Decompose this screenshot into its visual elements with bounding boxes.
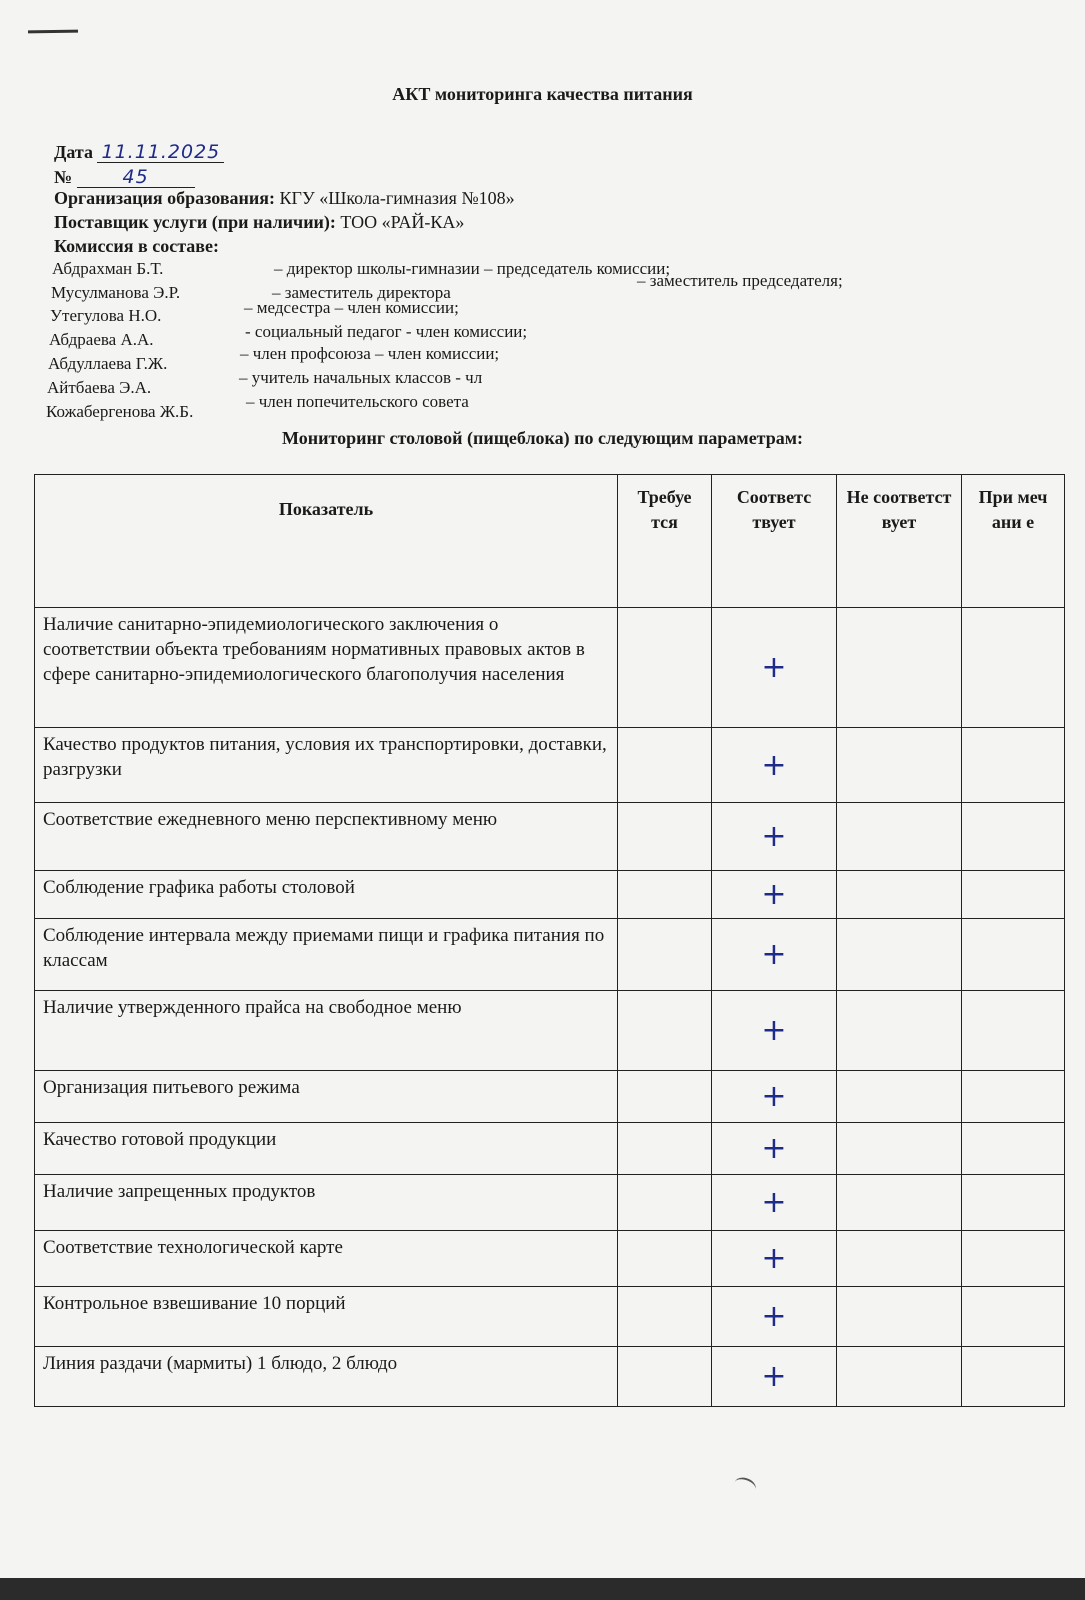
- complies-mark: +: [712, 1231, 837, 1287]
- document-title: АКТ мониторинга качества питания: [392, 84, 693, 104]
- not-complies-cell: [837, 1231, 962, 1287]
- commission-member: [47, 368, 483, 398]
- indicator-cell: Качество продуктов питания, условия их транспортировки, доставки, разгрузки: [35, 728, 618, 803]
- required-cell: [618, 991, 712, 1071]
- not-complies-cell: [837, 1287, 962, 1347]
- indicator-cell: Соблюдение интервала между приемами пищи и графика питания по классам: [35, 919, 618, 991]
- header-not-complies: Не соответст вует: [837, 475, 962, 608]
- member-name: Утегулова Н.О.: [50, 306, 162, 325]
- indicator-cell: Контрольное взвешивание 10 порций: [35, 1287, 618, 1347]
- note-cell: [962, 1287, 1065, 1347]
- supplier-label: Поставщик услуги (при наличии):: [54, 212, 336, 232]
- not-complies-cell: [837, 1071, 962, 1123]
- note-cell: [962, 919, 1065, 991]
- table-row: [35, 1175, 1065, 1231]
- not-complies-cell: [837, 1347, 962, 1407]
- note-cell: [962, 728, 1065, 803]
- indicator-cell: Соблюдение графика работы столовой: [35, 871, 618, 919]
- complies-mark: +: [712, 728, 837, 803]
- complies-mark: +: [712, 1123, 837, 1175]
- indicator-cell: Наличие утвержденного прайса на свободное меню: [35, 991, 618, 1071]
- required-cell: [618, 1287, 712, 1347]
- table-row: [35, 1071, 1065, 1123]
- complies-mark: +: [712, 1071, 837, 1123]
- commission-member: [50, 298, 459, 326]
- table-row: [35, 1347, 1065, 1407]
- not-complies-cell: [837, 803, 962, 871]
- note-cell: [962, 1347, 1065, 1407]
- pen-stroke-mark: [28, 30, 78, 34]
- number-label: №: [54, 167, 73, 187]
- commission-member: [46, 392, 469, 422]
- member-role: – учитель начальных классов - чл: [239, 368, 483, 387]
- supplier-value: ТОО «РАЙ-КА»: [340, 212, 465, 232]
- commission-member: [48, 344, 500, 374]
- indicator-cell: Соответствие технологической карте: [35, 1231, 618, 1287]
- required-cell: [618, 1231, 712, 1287]
- member-name: Абдраева А.А.: [49, 330, 154, 349]
- member-name: Мусулманова Э.Р.: [51, 283, 181, 302]
- member-name: Абдуллаева Г.Ж.: [48, 354, 168, 373]
- note-cell: [962, 871, 1065, 919]
- not-complies-cell: [837, 919, 962, 991]
- not-complies-cell: [837, 991, 962, 1071]
- required-cell: [618, 1175, 712, 1231]
- note-cell: [962, 1231, 1065, 1287]
- header-indicator: Показатель: [35, 475, 618, 608]
- member-role: – член попечительского совета: [246, 392, 469, 411]
- complies-mark: +: [712, 1287, 837, 1347]
- required-cell: [618, 1071, 712, 1123]
- complies-mark: +: [712, 608, 837, 728]
- indicator-cell: Соответствие ежедневного меню перспективному меню: [35, 803, 618, 871]
- header-complies: Соответс твует: [712, 475, 837, 608]
- complies-mark: +: [712, 1175, 837, 1231]
- pen-stroke-mark: [732, 1475, 758, 1498]
- note-cell: [962, 1175, 1065, 1231]
- member-role: – член профсоюза – член комиссии;: [240, 344, 500, 363]
- background-edge: [0, 1578, 1085, 1600]
- indicator-cell: Организация питьевого режима: [35, 1071, 618, 1123]
- member-role-extra: – заместитель председателя;: [637, 271, 843, 290]
- required-cell: [618, 608, 712, 728]
- not-complies-cell: [837, 1175, 962, 1231]
- number-value: 45: [77, 167, 195, 188]
- member-name: Абдрахман Б.Т.: [52, 259, 164, 278]
- table-row: [35, 803, 1065, 871]
- monitoring-title: Мониторинг столовой (пищеблока) по следующим параметрам:: [281, 428, 804, 448]
- member-name: Кожабергенова Ж.Б.: [46, 402, 194, 421]
- required-cell: [618, 1347, 712, 1407]
- commission-member: [52, 259, 671, 279]
- date-line: [54, 142, 224, 163]
- table-header-row: [35, 475, 1065, 608]
- member-role: – заместитель директора: [272, 283, 451, 302]
- not-complies-cell: [837, 728, 962, 803]
- commission-member: [51, 271, 843, 303]
- indicator-cell: Качество готовой продукции: [35, 1123, 618, 1175]
- required-cell: [618, 871, 712, 919]
- table-row: [35, 728, 1065, 803]
- member-name: Айтбаева Э.А.: [47, 378, 152, 397]
- organization-value: КГУ «Школа-гимназия №108»: [279, 188, 515, 208]
- table-row: [35, 1287, 1065, 1347]
- header-required: Требуе тся: [618, 475, 712, 608]
- indicator-cell: Наличие запрещенных продуктов: [35, 1175, 618, 1231]
- table-row: [35, 1123, 1065, 1175]
- not-complies-cell: [837, 608, 962, 728]
- complies-mark: +: [712, 871, 837, 919]
- required-cell: [618, 803, 712, 871]
- member-role: – директор школы-гимназии – председатель комиссии;: [274, 259, 671, 278]
- table-row: [35, 919, 1065, 991]
- not-complies-cell: [837, 871, 962, 919]
- required-cell: [618, 728, 712, 803]
- note-cell: [962, 1123, 1065, 1175]
- supplier-line: [54, 212, 464, 233]
- indicator-cell: Наличие санитарно-эпидемиологического заключения о соответствии объекта требованиям нормативных правовых актов в сфере санитарно-эпидемиологического благополучия населения: [35, 608, 618, 728]
- note-cell: [962, 608, 1065, 728]
- table-row: [35, 871, 1065, 919]
- note-cell: [962, 803, 1065, 871]
- commission-label: Комиссия в составе:: [54, 236, 219, 256]
- member-role: – медсестра – член комиссии;: [244, 298, 459, 317]
- not-complies-cell: [837, 1123, 962, 1175]
- monitoring-table: [34, 474, 1065, 1407]
- organization-label: Организация образования:: [54, 188, 276, 208]
- note-cell: [962, 1071, 1065, 1123]
- number-line: [54, 167, 195, 188]
- organization-line: [54, 188, 515, 209]
- complies-mark: +: [712, 991, 837, 1071]
- required-cell: [618, 1123, 712, 1175]
- indicator-cell: Линия раздачи (мармиты) 1 блюдо, 2 блюдо: [35, 1347, 618, 1407]
- table-row: [35, 608, 1065, 728]
- table-row: [35, 991, 1065, 1071]
- note-cell: [962, 991, 1065, 1071]
- header-note: При меч ани е: [962, 475, 1065, 608]
- table-row: [35, 1231, 1065, 1287]
- complies-mark: +: [712, 803, 837, 871]
- date-value: 11.11.2025: [97, 142, 224, 163]
- complies-mark: +: [712, 919, 837, 991]
- commission-member: [49, 322, 528, 350]
- date-label: Дата: [54, 142, 93, 162]
- complies-mark: +: [712, 1347, 837, 1407]
- required-cell: [618, 919, 712, 991]
- member-role: - социальный педагог - член комиссии;: [245, 322, 528, 341]
